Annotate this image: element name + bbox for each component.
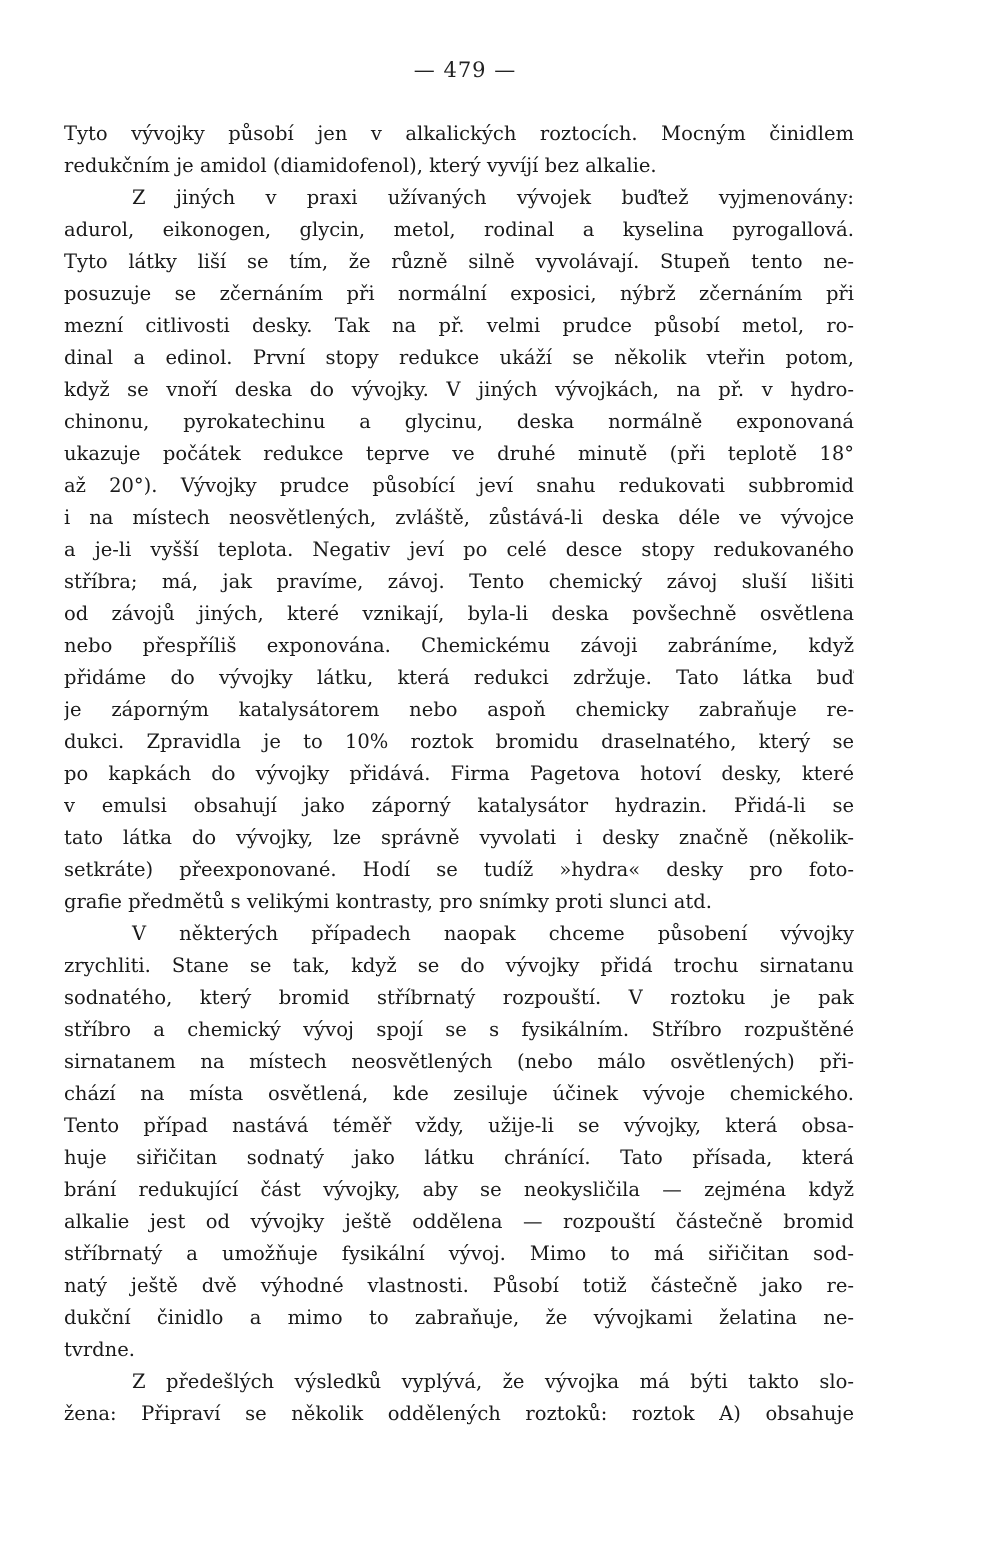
text-line: a je-li vyšší teplota. Negativ jeví po celé desce stopy redukovaného bbox=[64, 538, 854, 561]
text-line: chází na místa osvětlená, kde zesiluje účinek vývoje chemického. bbox=[64, 1082, 854, 1105]
text-line: tvrdne. bbox=[64, 1338, 135, 1361]
text-line: stříbra; má, jak pravíme, závoj. Tento chemický závoj sluší lišiti bbox=[64, 570, 854, 593]
text-line: Tyto vývojky působí jen v alkalických roztocích. Mocným činidlem bbox=[64, 122, 854, 145]
text-line: stříbro a chemický vývoj spojí se s fysikálním. Stříbro rozpuštěné bbox=[64, 1018, 854, 1041]
text-line: natý ještě dvě výhodné vlastnosti. Působí totiž částečně jako re- bbox=[64, 1274, 854, 1297]
text-line: V některých případech naopak chceme působení vývojky bbox=[132, 922, 854, 945]
text-line: Z jiných v praxi užívaných vývojek buďtež vyjmenovány: bbox=[132, 186, 854, 209]
body-text bbox=[64, 118, 854, 1430]
text-line: až 20°). Vývojky prudce působící jeví snahu redukovati subbromid bbox=[64, 474, 854, 497]
text-line: dinal a edinol. První stopy redukce ukáží se několik vteřin potom, bbox=[64, 346, 854, 369]
text-line: mezní citlivosti desky. Tak na př. velmi prudce působí metol, ro- bbox=[64, 314, 854, 337]
text-line: setkráte) přeexponované. Hodí se tudíž »hydra« desky pro foto- bbox=[64, 858, 854, 881]
paragraph-amidol bbox=[64, 118, 854, 182]
text-line: když se vnoří deska do vývojky. V jiných vývojkách, na př. v hydro- bbox=[64, 378, 854, 401]
text-line: sirnatanem na místech neosvětlených (nebo málo osvětlených) při- bbox=[64, 1050, 854, 1073]
text-line: dukci. Zpravidla je to 10% roztok bromidu draselnatého, který se bbox=[64, 730, 854, 753]
text-line: zrychliti. Stane se tak, když se do vývojky přidá trochu sirnatanu bbox=[64, 954, 854, 977]
text-line: chinonu, pyrokatechinu a glycinu, deska normálně exponovaná bbox=[64, 410, 854, 433]
page-number: — 479 — bbox=[413, 58, 517, 82]
text-line: sodnatého, který bromid stříbrnatý rozpouští. V roztoku je pak bbox=[64, 986, 854, 1009]
text-line: grafie předmětů s velikými kontrasty, pro snímky proti slunci atd. bbox=[64, 890, 712, 913]
text-line: stříbrnatý a umožňuje fysikální vývoj. Mimo to má siřičitan sod- bbox=[64, 1242, 854, 1265]
text-line: adurol, eikonogen, glycin, metol, rodinal a kyselina pyrogallová. bbox=[64, 218, 854, 241]
text-line: ukazuje počátek redukce teprve ve druhé minutě (při teplotě 18° bbox=[64, 442, 854, 465]
text-line: Tento případ nastává téměř vždy, užije-li se vývojky, která obsa- bbox=[64, 1114, 854, 1137]
text-line: brání redukující část vývojky, aby se neokysličila — zejména když bbox=[64, 1178, 854, 1201]
text-line: tato látka do vývojky, lze správně vyvolati i desky značně (několik- bbox=[64, 826, 854, 849]
text-line: Z předešlých výsledků vyplývá, že vývojka má býti takto slo- bbox=[132, 1370, 854, 1393]
text-line: nebo přespříliš exponována. Chemickému závoji zabráníme, když bbox=[64, 634, 854, 657]
text-line: po kapkách do vývojky přidává. Firma Pagetova hotoví desky, které bbox=[64, 762, 854, 785]
text-line: Tyto látky liší se tím, že různě silně vyvolávají. Stupeň tento ne- bbox=[64, 250, 854, 273]
text-line: alkalie jest od vývojky ještě oddělena — rozpouští částečně bromid bbox=[64, 1210, 854, 1233]
text-line: dukční činidlo a mimo to zabraňuje, že vývojkami želatina ne- bbox=[64, 1306, 854, 1329]
text-line: v emulsi obsahují jako záporný katalysátor hydrazin. Přidá-li se bbox=[64, 794, 854, 817]
text-line: přidáme do vývojky látku, která redukci zdržuje. Tato látka buď bbox=[64, 666, 854, 689]
paragraph-composition bbox=[64, 1366, 854, 1430]
text-line: i na místech neosvětlených, zvláště, zůstává-li deska déle ve vývojce bbox=[64, 506, 854, 529]
text-line: posuzuje se zčernáním při normální exposici, nýbrž zčernáním při bbox=[64, 282, 854, 305]
text-line: redukčním je amidol (diamidofenol), který vyvíjí bez alkalie. bbox=[64, 154, 657, 177]
text-line: huje siřičitan sodnatý jako látku chránící. Tato přísada, která bbox=[64, 1146, 854, 1169]
paragraph-other-developers bbox=[64, 182, 854, 918]
text-line: žena: Připraví se několik oddělených roztoků: roztok A) obsahuje bbox=[64, 1402, 854, 1425]
text-line: je záporným katalysátorem nebo aspoň chemicky zabraňuje re- bbox=[64, 698, 854, 721]
paragraph-accelerated-development bbox=[64, 918, 854, 1366]
text-line: od závojů jiných, které vznikají, byla-li deska povšechně osvětlena bbox=[64, 602, 854, 625]
